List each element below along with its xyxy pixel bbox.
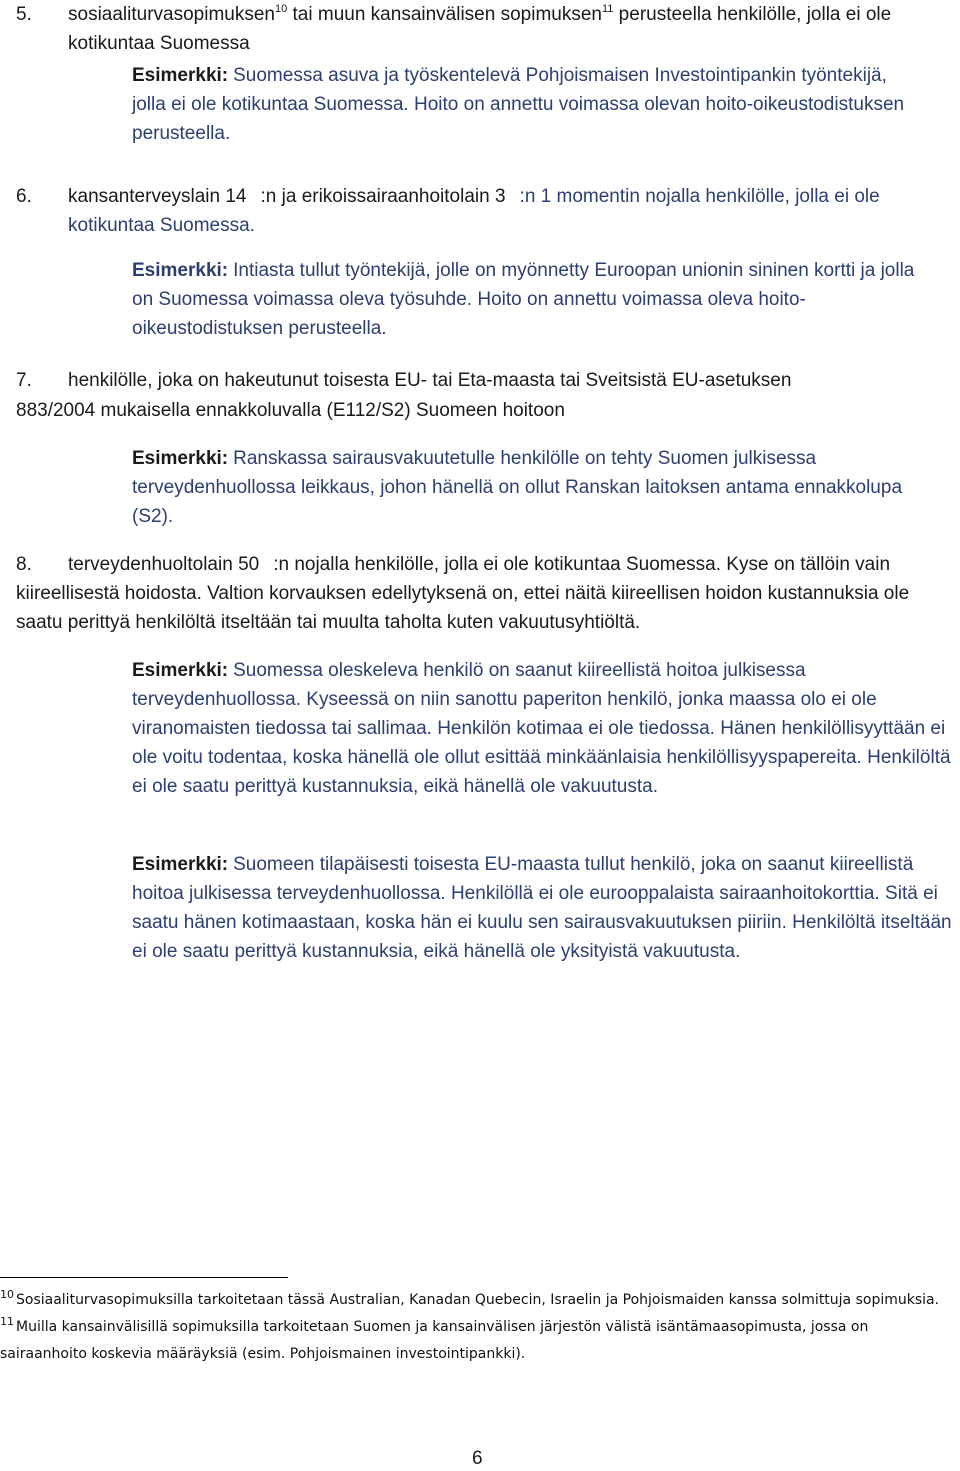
example-block (132, 850, 960, 966)
footnote-ref-10: 10 (275, 3, 288, 15)
list-item-8 (16, 550, 956, 637)
example-text: Ranskassa sairausvakuutetulle henkilölle on tehty Suomen julkisessa terveydenhuollossa leikkaus, johon hänellä on ollut Ranskan laitoksen antama ennakkolupa (S2). (132, 448, 903, 527)
item-text: sosiaaliturvasopimuksen$^{10}$ tai muun kansainvälisen sopimuksen$^{11}$ perusteella henkilölle, jolla ei ole kotikuntaa Suomessa (68, 3, 892, 54)
example-label: Esimerkki: (132, 260, 229, 281)
example-label: Esimerkki: (132, 660, 229, 681)
example-text: Suomessa asuva ja työskentelevä Pohjoismaisen Investointipankin työntekijä, jolla ei ole kotikuntaa Suomessa. (132, 65, 887, 115)
list-item-6 (16, 182, 952, 240)
example-block (132, 256, 922, 343)
footnote-text: Muilla kansainvälisillä sopimuksilla tarkoitetaan Suomen ja kansainvälisen järjestön välistä isäntämaasopimusta, jossa on sairaanhoito koskevia määräyksiä (esim. Pohjoismainen investointipankki). (0, 1319, 869, 1362)
item-text: henkilölle, joka on hakeutunut toisesta EU- tai Eta-maasta tai Sveitsistä EU-asetuksen (68, 370, 792, 391)
footnote-separator (0, 1277, 288, 1278)
example-text-2: Hoito on annettu voimassa oleva hoito-oikeustodistuksen perusteella. (132, 289, 806, 339)
example-label: Esimerkki: (132, 65, 229, 86)
footnote-ref-11: 11 (601, 3, 614, 15)
footnote-11 (0, 1314, 950, 1368)
item-text: kansanterveyslain 14 :n ja erikoissairaanhoitolain 3 :n 1 momentin nojalla henkilölle, jolla ei ole kotikuntaa Suomessa. (68, 186, 880, 236)
example-text: Suomeen tilapäisesti toisesta EU-maasta tullut henkilö, joka on saanut kiireellistä hoitoa julkisessa terveydenhuollossa. Henkilöllä ei ole eurooppalaista sairaanhoitokorttia. Sitä ei saatu hänen kotimaastaan, koska hän ei kuulu sen sairausvakuutuksen piiriin. Henkilöltä itseltään ei ole saatu perittyä kustannuksia, eikä hänellä ole yksityistä vakuutusta. (132, 854, 952, 962)
example-block (132, 444, 932, 531)
list-item-7-line-2 (16, 396, 916, 425)
example-label: Esimerkki: (132, 448, 229, 469)
example-text-2: Hoito on annettu voimassa olevan hoito-oikeustodistuksen perusteella. (132, 94, 905, 144)
item-number: 8. (16, 554, 32, 575)
footnote-text: Sosiaaliturvasopimuksilla tarkoitetaan tässä Australian, Kanadan Quebecin, Israelin ja Pohjoismaiden kanssa solmittuja sopimuksia. (16, 1292, 940, 1308)
example-block (132, 656, 952, 801)
footnote-10 (0, 1287, 950, 1314)
example-text: Intiasta tullut työntekijä, jolle on myönnetty Euroopan unionin sininen kortti ja jolla on Suomessa voimassa oleva työsuhde. (132, 260, 915, 310)
item-text-continued: 883/2004 mukaisella ennakkoluvalla (E112/S2) Suomeen hoitoon (16, 400, 565, 421)
item-number: 6. (16, 186, 32, 207)
example-block (132, 61, 912, 148)
list-item-5 (16, 0, 952, 58)
example-label: Esimerkki: (132, 854, 229, 875)
footnote-number: 10 (0, 1288, 14, 1301)
list-item-7 (16, 366, 956, 395)
footnote-number: 11 (0, 1315, 14, 1328)
item-text: terveydenhuoltolain 50 :n nojalla henkilölle, jolla ei ole kotikuntaa Suomessa. Kyse on tällöin vain kiireellisestä hoidosta. Valtion korvauksen edellytyksenä on, ettei näitä kiireellisen hoidon kustannuksia ole saatu perittyä henkilöltä itseltään tai muulta taholta kuten vakuutusyhtiöltä. (16, 554, 910, 633)
item-number: 5. (16, 4, 32, 25)
footnotes (0, 1287, 950, 1368)
item-number: 7. (16, 370, 32, 391)
page-number: 6 (472, 1448, 483, 1469)
example-text: Suomessa oleskeleva henkilö on saanut kiireellistä hoitoa julkisessa terveydenhuollossa. Kyseessä on niin sanottu paperiton henkilö, jonka maassa olo ei ole viranomaisten tiedossa tai sallimaa. Henkilön kotimaa ei ole tiedossa. Hänen henkilöllisyyttään ei ole voitu todentaa, koska hänellä ole ollut esittää minkäänlaisia henkilöllisyyspapereita. Henkilöltä ei ole saatu perittyä kustannuksia, eikä hänellä ole vakuutusta. (132, 660, 951, 797)
